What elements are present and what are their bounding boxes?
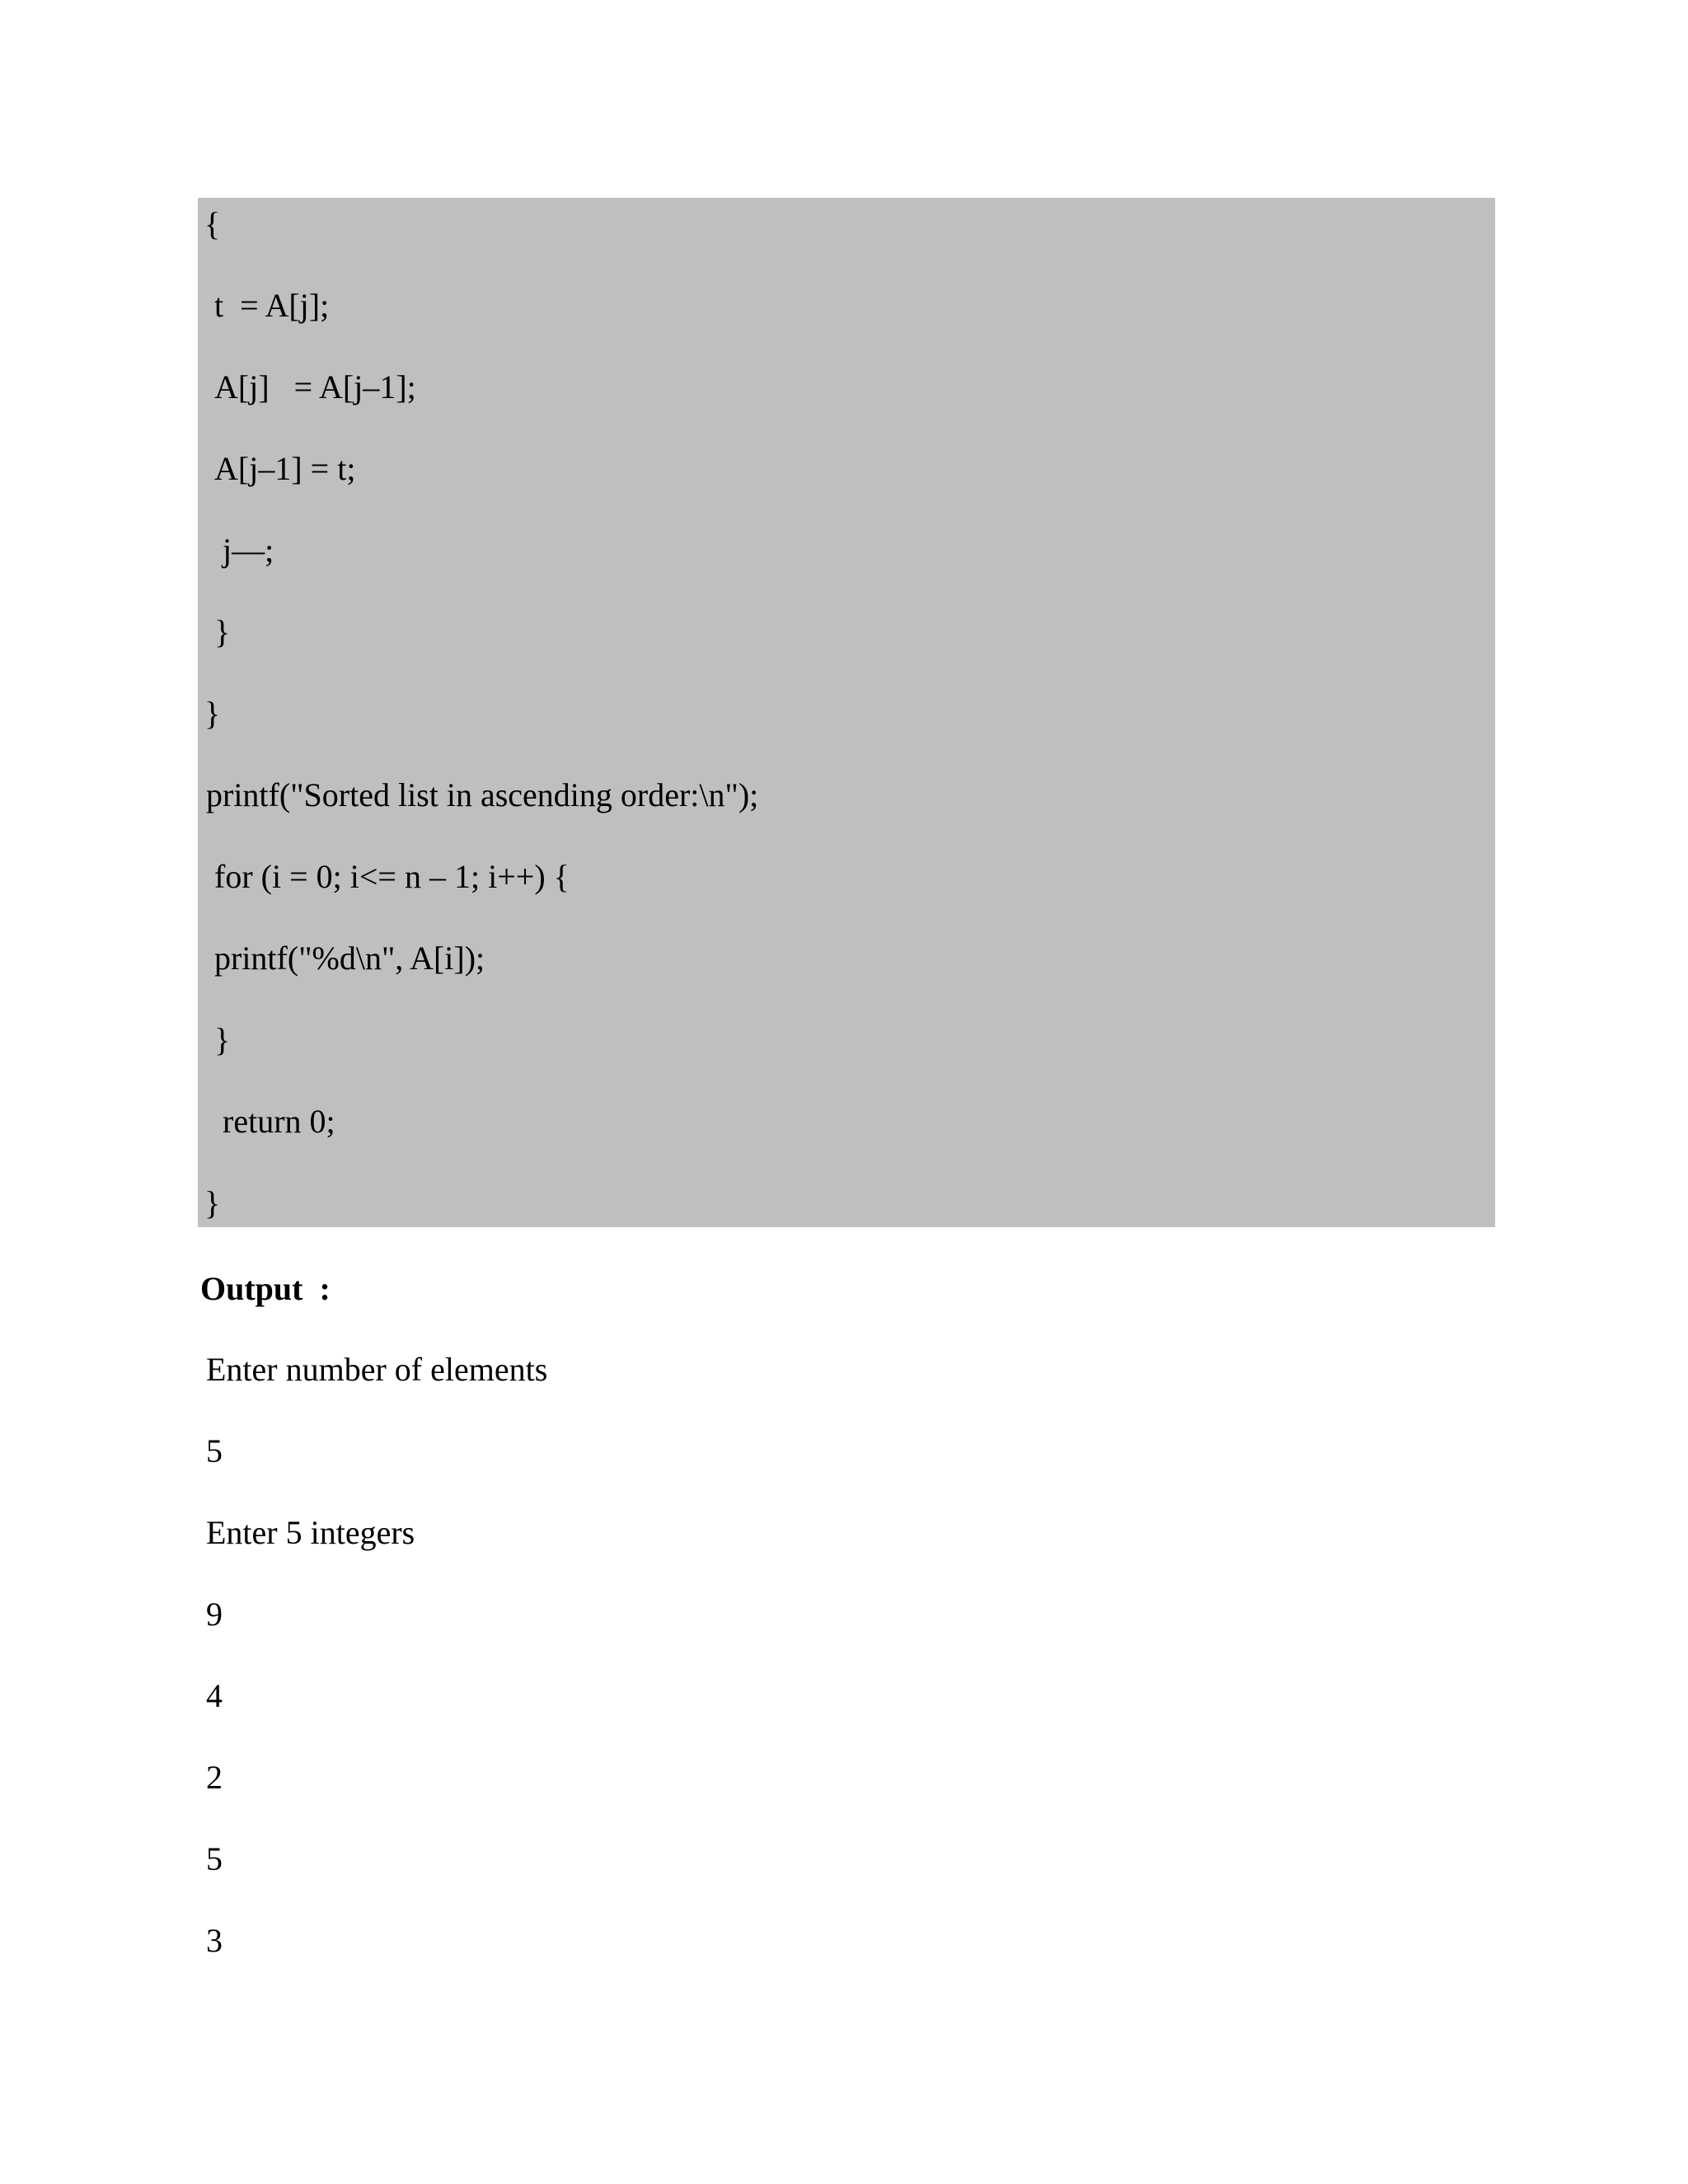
output-line: 5	[206, 1840, 223, 1877]
output-line: 3	[206, 1922, 223, 1959]
code-line: }	[204, 695, 221, 732]
code-line: printf("Sorted list in ascending order:\n");	[206, 776, 759, 813]
output-line: Enter 5 integers	[206, 1514, 415, 1551]
code-line: t = A[j];	[214, 287, 330, 324]
output-line: Enter number of elements	[206, 1351, 548, 1388]
code-block	[198, 198, 1495, 1227]
code-line: for (i = 0; i<= n – 1; i++) {	[214, 858, 570, 895]
code-line: j—;	[214, 532, 274, 569]
output-line: 9	[206, 1596, 223, 1633]
code-line: printf("%d\n", A[i]);	[214, 940, 485, 977]
output-heading: Output :	[200, 1270, 331, 1307]
code-line: A[j–1] = t;	[214, 450, 356, 487]
output-line: 4	[206, 1677, 223, 1714]
code-line: }	[214, 1021, 231, 1058]
code-line: }	[214, 613, 231, 650]
code-line: return 0;	[214, 1103, 335, 1140]
code-line: A[j] = A[j–1];	[214, 368, 416, 405]
code-line: }	[204, 1184, 221, 1221]
output-line: 5	[206, 1432, 223, 1469]
output-line: 2	[206, 1759, 223, 1796]
code-line: {	[204, 205, 221, 242]
